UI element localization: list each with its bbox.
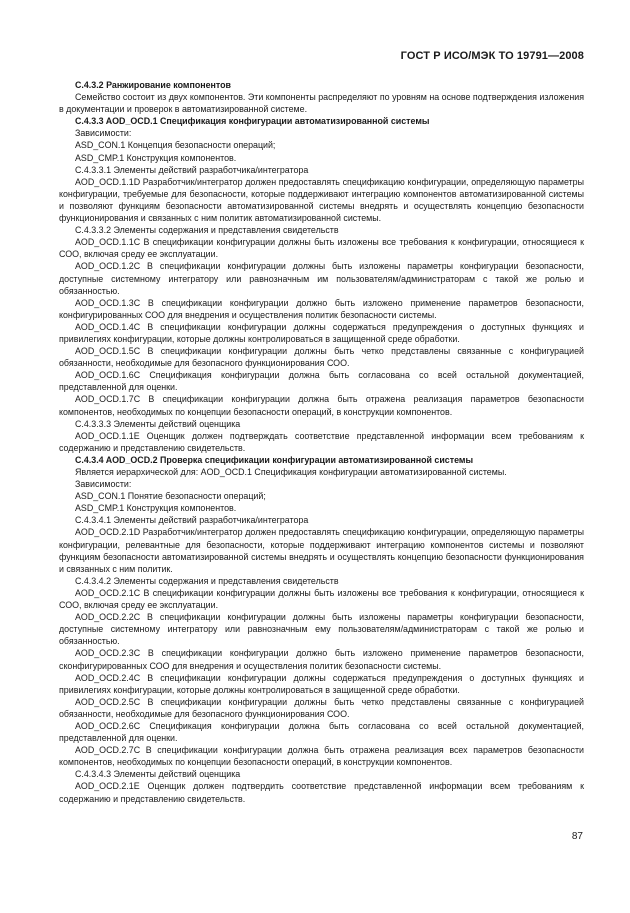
- body-paragraph: AOD_OCD.1.4C В спецификации конфигурации должны содержаться предупреждения о доступных функциях и привилегиях конфигурации, которые должны контролироваться в защищенной среде обработки.: [59, 321, 584, 344]
- body-paragraph: AOD_OCD.2.4C В спецификации конфигурации должны содержаться предупреждения о доступных функциях и привилегиях конфигурации, которые должны контролироваться в защищенной среде обработки.: [59, 672, 584, 695]
- body-paragraph: Зависимости:: [75, 128, 132, 139]
- body-paragraph: AOD_OCD.1.5C В спецификации конфигурации должны быть четко представлены связанные с конфигурацией обязанности, необходимые для безопасного функционирования СОО.: [59, 346, 584, 369]
- body-paragraph: AOD_OCD.2.1C В спецификации конфигурации должны быть изложены все требования к конфигурации, относящиеся к СОО, включая среду ее эксплуатации.: [59, 587, 584, 611]
- body-paragraph: AOD_OCD.1.1E Оценщик должен подтверждать соответствие представленной информации всем требованиям к содержанию и представлению свидетельств.: [59, 430, 584, 453]
- page-header-title: ГОСТ Р ИСО/МЭК ТО 19791—2008: [400, 50, 584, 62]
- body-paragraph: Зависимости:: [75, 479, 132, 490]
- body-paragraph: AOD_OCD.2.7C В спецификации конфигурации должна быть отражена реализация всех параметров безопасности компонентов, необходимых по концепции безопасности операций, в конструкции компонентов.: [59, 745, 584, 768]
- body-paragraph: AOD_OCD.2.6C Спецификация конфигурации должна быть согласована со всей остальной документацией, представленной для оценки.: [59, 720, 584, 744]
- body-paragraph: C.4.3.4.2 Элементы содержания и представления свидетельств: [75, 575, 339, 586]
- body-paragraph: C.4.3.3.3 Элементы действий оценщика: [75, 418, 241, 429]
- body-paragraph: AOD_OCD.1.6C Спецификация конфигурации должна быть согласована со всей остальной документацией, представленной для оценки.: [59, 370, 584, 393]
- body-paragraph: C.4.3.3.2 Элементы содержания и представления свидетельств: [75, 225, 339, 236]
- body-paragraph: AOD_OCD.2.3C В спецификации конфигурации должно быть изложено применение параметров безопасности, сконфигурированных СОО для внедрения и осуществления политик безопасности системы.: [59, 648, 584, 671]
- body-paragraph: C.4.3.4.3 Элементы действий оценщика: [75, 769, 241, 780]
- body-paragraph: AOD_OCD.1.2C В спецификации конфигурации должны быть изложены параметры конфигурации безопасности, доступные системному интегратору или равнозначным им пользователям/администраторам с такой же ролью и обязанностью.: [59, 261, 584, 296]
- body-paragraph: AOD_OCD.1.3C В спецификации конфигурации должно быть изложено применение параметров безопасности, конфигурированных СОО для внедрения и осуществления политик безопасности системы.: [59, 297, 584, 320]
- body-paragraph: AOD_OCD.1.7C В спецификации конфигурации должна быть отражена реализация параметров безопасности компонентов, необходимых по концепции безопасности операций, в конструкции компонентов.: [59, 394, 584, 417]
- body-paragraph: ASD_CON.1 Понятие безопасности операций;: [75, 491, 266, 502]
- document-body: [59, 79, 584, 805]
- section-heading: C.4.3.3 AOD_OCD.1 Спецификация конфигурации автоматизированной системы: [75, 116, 430, 127]
- body-paragraph: AOD_OCD.1.1D Разработчик/интегратор должен предоставлять спецификацию конфигурации, определяющую параметры конфигурации, требуемые для безопасности, которые поддерживают интеграцию компонентов автоматизированной системы и позволяют функциям безопасности автоматизированной системы внедрять и осуществлять концепцию безопасности функционирования и связанных с ним политик автоматизированной системы.: [59, 176, 584, 224]
- body-paragraph: ASD_CMP.1 Конструкция компонентов.: [75, 503, 237, 514]
- body-paragraph: AOD_OCD.2.5C В спецификации конфигурации должны быть четко представлены связанные с конфигурацией обязанности, необходимые для безопасного функционирования СОО.: [59, 696, 584, 719]
- body-paragraph: AOD_OCD.1.1C В спецификации конфигурации должны быть изложены все требования к конфигурации, относящиеся к СОО, включая среду ее эксплуатации.: [59, 237, 584, 260]
- section-heading: C.4.3.2 Ранжирование компонентов: [75, 80, 232, 90]
- body-paragraph: Является иерархической для: AOD_OCD.1 Спецификация конфигурации автоматизированной системы.: [75, 467, 507, 477]
- body-paragraph: AOD_OCD.2.1D Разработчик/интегратор должен предоставлять спецификацию конфигурации, определяющую параметры конфигурации, релевантные для безопасности, которые поддерживают интеграцию компонентов системы и позволяют функциям безопасности автоматизированной системы внедрять и осуществлять концепцию безопасности функционирования и связанных с ним политик.: [59, 527, 584, 574]
- body-paragraph: Семейство состоит из двух компонентов. Эти компоненты распределяют по уровням на основе подтверждения изложения в документации и проверок в автоматизированной системе.: [59, 92, 584, 115]
- body-paragraph: AOD_OCD.2.1E Оценщик должен подтвердить соответствие представленной информации всем требованиям к содержанию и представлению свидетельств.: [59, 781, 584, 804]
- body-paragraph: AOD_OCD.2.2C В спецификации конфигурации должны быть изложены параметры конфигурации безопасности, доступные системному интегратору или равнозначным ему пользователям/администраторам с такой же ролью и обязанностью.: [59, 612, 584, 647]
- body-paragraph: C.4.3.3.1 Элементы действий разработчика/интегратора: [75, 164, 309, 175]
- body-paragraph: C.4.3.4.1 Элементы действий разработчика/интегратора: [75, 515, 309, 526]
- body-paragraph: ASD_CMP.1 Конструкция компонентов.: [75, 152, 237, 163]
- page-number: 87: [571, 831, 583, 842]
- body-paragraph: ASD_CON.1 Концепция безопасности операций;: [75, 140, 276, 151]
- section-heading: C.4.3.4 AOD_OCD.2 Проверка спецификации конфигурации автоматизированной системы: [75, 454, 474, 465]
